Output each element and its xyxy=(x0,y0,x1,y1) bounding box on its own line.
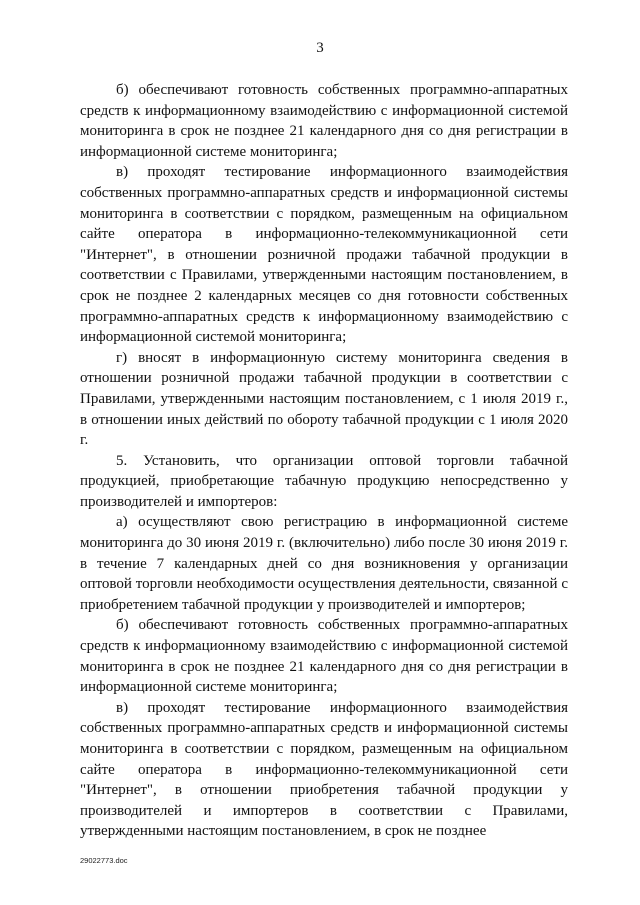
paragraph-b-readiness-wholesale: б) обеспечивают готовность собственных программно-аппаратных средств к информационному взаимодействию с информационной системой мониторинга в срок не позднее 21 календарного дня со дня регистрации в информационной системе мониторинга; xyxy=(80,617,568,696)
paragraph-b-readiness-retail: б) обеспечивают готовность собственных программно-аппаратных средств к информационному взаимодействию с информационной системой мониторинга в срок не позднее 21 календарного дня со дня регистрации в информационной системе мониторинга; xyxy=(80,82,568,160)
paragraph-v-testing-wholesale: в) проходят тестирование информационного взаимодействия собственных программно-аппаратных средств и информационной системы мониторинга в соответствии с порядком, размещенным на официальном сайте оператора в информационно-телекоммуникационной сети "Интернет", в отношении приобретения табачной продукции у производителей и импортеров в соответствии с Правилами, утвержденными настоящим постановлением, в срок не позднее xyxy=(80,699,568,840)
paragraph-v-testing-retail: в) проходят тестирование информационного взаимодействия собственных программно-аппаратных средств и информационной системы мониторинга в соответствии с порядком, размещенным на официальном сайте оператора в информационно-телекоммуникационной сети "Интернет", в отношении розничной продажи табачной продукции в соответствии с Правилами, утвержденными настоящим постановлением, в срок не позднее 2 календарных месяцев со дня готовности собственных программно-аппаратных средств к информационному взаимодействию с информационной системой мониторинга; xyxy=(80,164,568,346)
paragraph-a-registration: а) осуществляют свою регистрацию в информационной системе мониторинга до 30 июня 2019 г. (включительно) либо после 30 июня 2019 г. в течение 7 календарных дней со дня возникновения у организации оптовой торговли необходимости осуществления деятельности, связанной с приобретением табачной продукции у производителей и импортеров; xyxy=(80,514,568,613)
footer-file-code: 29022773.doc xyxy=(80,856,128,865)
page-number: 3 xyxy=(316,40,324,56)
paragraph-g-data-entry: г) вносят в информационную систему мониторинга сведения в отношении розничной продажи табачной продукции в соответствии с Правилами, утвержденными настоящим постановлением, с 1 июля 2019 г., в отношении иных действий по обороту табачной продукции с 1 июля 2020 г. xyxy=(80,349,568,449)
paragraph-5-wholesale: 5. Установить, что организации оптовой торговли табачной продукцией, приобретающие табачную продукцию непосредственно у производителей и импортеров: xyxy=(80,452,568,510)
document-body xyxy=(80,80,568,842)
